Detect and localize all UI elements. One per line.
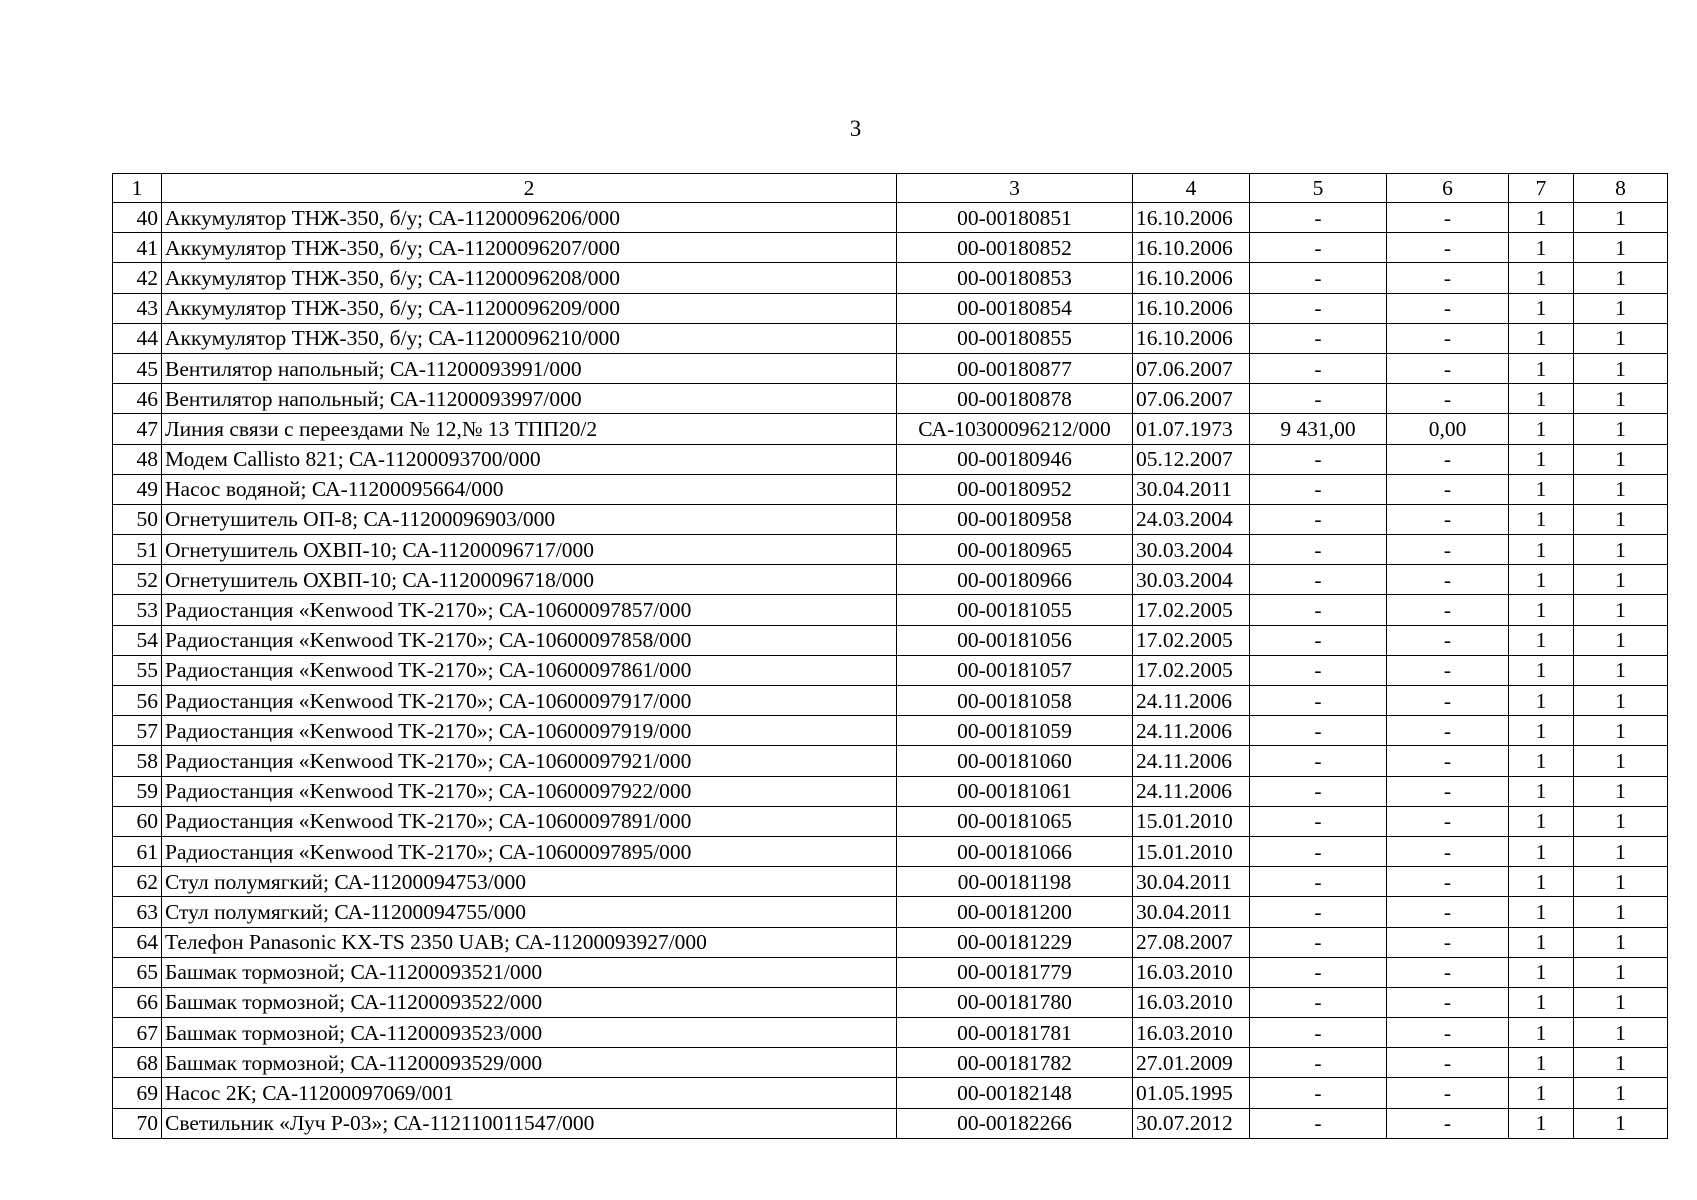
table-row [113, 987, 1668, 1017]
actual-quantity-cell: 1 [1574, 1078, 1668, 1108]
value-cell: - [1250, 957, 1387, 987]
quantity-cell: 1 [1509, 293, 1574, 323]
inventory-number-cell: 00-00181200 [897, 897, 1133, 927]
residual-cell: - [1387, 595, 1509, 625]
inventory-number-cell: 00-00181058 [897, 686, 1133, 716]
item-name-cell: Радиостанция «Kenwood TK-2170»; СА-10600097921/000 [162, 746, 897, 776]
item-name-cell: Стул полумягкий; СА-11200094753/000 [162, 867, 897, 897]
residual-cell: - [1387, 203, 1509, 233]
residual-cell: - [1387, 836, 1509, 866]
quantity-cell: 1 [1509, 233, 1574, 263]
quantity-cell: 1 [1509, 776, 1574, 806]
date-cell: 24.11.2006 [1133, 716, 1250, 746]
item-name-cell: Телефон Panasonic KX-TS 2350 UAB; СА-11200093927/000 [162, 927, 897, 957]
table-row [113, 474, 1668, 504]
value-cell: - [1250, 233, 1387, 263]
actual-quantity-cell: 1 [1574, 625, 1668, 655]
residual-cell: - [1387, 957, 1509, 987]
residual-cell: - [1387, 927, 1509, 957]
actual-quantity-cell: 1 [1574, 776, 1668, 806]
table-row [113, 263, 1668, 293]
row-number-cell: 46 [113, 384, 162, 414]
value-cell: - [1250, 1048, 1387, 1078]
date-cell: 27.08.2007 [1133, 927, 1250, 957]
header-cell: 8 [1574, 174, 1668, 203]
date-cell: 01.05.1995 [1133, 1078, 1250, 1108]
value-cell: - [1250, 867, 1387, 897]
value-cell: - [1250, 565, 1387, 595]
table-row [113, 867, 1668, 897]
header-cell: 7 [1509, 174, 1574, 203]
item-name-cell: Радиостанция «Kenwood TK-2170»; СА-10600097891/000 [162, 806, 897, 836]
item-name-cell: Огнетушитель ОП-8; СА-11200096903/000 [162, 504, 897, 534]
quantity-cell: 1 [1509, 353, 1574, 383]
item-name-cell: Аккумулятор ТНЖ-350, б/у; СА-11200096208/000 [162, 263, 897, 293]
item-name-cell: Радиостанция «Kenwood TK-2170»; СА-10600097858/000 [162, 625, 897, 655]
date-cell: 16.10.2006 [1133, 233, 1250, 263]
quantity-cell: 1 [1509, 927, 1574, 957]
residual-cell: - [1387, 504, 1509, 534]
value-cell: - [1250, 293, 1387, 323]
actual-quantity-cell: 1 [1574, 1018, 1668, 1048]
actual-quantity-cell: 1 [1574, 203, 1668, 233]
residual-cell: - [1387, 1048, 1509, 1078]
value-cell: - [1250, 444, 1387, 474]
header-cell: 4 [1133, 174, 1250, 203]
quantity-cell: 1 [1509, 474, 1574, 504]
value-cell: - [1250, 686, 1387, 716]
value-cell: - [1250, 625, 1387, 655]
date-cell: 30.04.2011 [1133, 897, 1250, 927]
actual-quantity-cell: 1 [1574, 474, 1668, 504]
header-cell: 3 [897, 174, 1133, 203]
value-cell: - [1250, 384, 1387, 414]
table-row [113, 353, 1668, 383]
quantity-cell: 1 [1509, 444, 1574, 474]
value-cell: - [1250, 263, 1387, 293]
date-cell: 16.03.2010 [1133, 957, 1250, 987]
residual-cell: - [1387, 384, 1509, 414]
table-row [113, 776, 1668, 806]
item-name-cell: Башмак тормозной; СА-11200093523/000 [162, 1018, 897, 1048]
table-row [113, 595, 1668, 625]
date-cell: 16.10.2006 [1133, 323, 1250, 353]
value-cell: - [1250, 1078, 1387, 1108]
inventory-number-cell: 00-00180958 [897, 504, 1133, 534]
quantity-cell: 1 [1509, 987, 1574, 1017]
row-number-cell: 60 [113, 806, 162, 836]
residual-cell: - [1387, 444, 1509, 474]
row-number-cell: 53 [113, 595, 162, 625]
inventory-number-cell: 00-00180946 [897, 444, 1133, 474]
quantity-cell: 1 [1509, 746, 1574, 776]
table-row [113, 686, 1668, 716]
actual-quantity-cell: 1 [1574, 957, 1668, 987]
item-name-cell: Радиостанция «Kenwood TK-2170»; СА-10600097919/000 [162, 716, 897, 746]
item-name-cell: Радиостанция «Kenwood TK-2170»; СА-10600097917/000 [162, 686, 897, 716]
actual-quantity-cell: 1 [1574, 595, 1668, 625]
inventory-number-cell: 00-00181781 [897, 1018, 1133, 1048]
residual-cell: - [1387, 535, 1509, 565]
residual-cell: - [1387, 867, 1509, 897]
item-name-cell: Радиостанция «Kenwood TK-2170»; СА-10600097895/000 [162, 836, 897, 866]
date-cell: 17.02.2005 [1133, 655, 1250, 685]
table-row [113, 897, 1668, 927]
inventory-number-cell: 00-00181055 [897, 595, 1133, 625]
quantity-cell: 1 [1509, 263, 1574, 293]
quantity-cell: 1 [1509, 1048, 1574, 1078]
quantity-cell: 1 [1509, 565, 1574, 595]
inventory-number-cell: СА-10300096212/000 [897, 414, 1133, 444]
residual-cell: - [1387, 1108, 1509, 1138]
residual-cell: - [1387, 625, 1509, 655]
table-row [113, 1048, 1668, 1078]
row-number-cell: 67 [113, 1018, 162, 1048]
item-name-cell: Башмак тормозной; СА-11200093521/000 [162, 957, 897, 987]
inventory-number-cell: 00-00181779 [897, 957, 1133, 987]
date-cell: 30.07.2012 [1133, 1108, 1250, 1138]
inventory-number-cell: 00-00180854 [897, 293, 1133, 323]
table-row [113, 233, 1668, 263]
actual-quantity-cell: 1 [1574, 353, 1668, 383]
inventory-number-cell: 00-00180952 [897, 474, 1133, 504]
inventory-number-cell: 00-00180965 [897, 535, 1133, 565]
inventory-number-cell: 00-00180878 [897, 384, 1133, 414]
row-number-cell: 56 [113, 686, 162, 716]
value-cell: - [1250, 203, 1387, 233]
quantity-cell: 1 [1509, 203, 1574, 233]
page-number: 3 [849, 116, 862, 141]
inventory-number-cell: 00-00181057 [897, 655, 1133, 685]
residual-cell: - [1387, 1078, 1509, 1108]
residual-cell: - [1387, 353, 1509, 383]
row-number-cell: 52 [113, 565, 162, 595]
row-number-cell: 69 [113, 1078, 162, 1108]
date-cell: 17.02.2005 [1133, 625, 1250, 655]
inventory-number-cell: 00-00181229 [897, 927, 1133, 957]
actual-quantity-cell: 1 [1574, 1048, 1668, 1078]
quantity-cell: 1 [1509, 897, 1574, 927]
header-cell: 1 [113, 174, 162, 203]
residual-cell: - [1387, 1018, 1509, 1048]
value-cell: - [1250, 323, 1387, 353]
value-cell: - [1250, 535, 1387, 565]
inventory-number-cell: 00-00182148 [897, 1078, 1133, 1108]
value-cell: - [1250, 716, 1387, 746]
quantity-cell: 1 [1509, 655, 1574, 685]
row-number-cell: 61 [113, 836, 162, 866]
item-name-cell: Аккумулятор ТНЖ-350, б/у; СА-11200096207/000 [162, 233, 897, 263]
quantity-cell: 1 [1509, 535, 1574, 565]
header-cell: 2 [162, 174, 897, 203]
date-cell: 17.02.2005 [1133, 595, 1250, 625]
quantity-cell: 1 [1509, 1018, 1574, 1048]
date-cell: 07.06.2007 [1133, 353, 1250, 383]
row-number-cell: 64 [113, 927, 162, 957]
table-row [113, 927, 1668, 957]
value-cell: - [1250, 776, 1387, 806]
date-cell: 27.01.2009 [1133, 1048, 1250, 1078]
item-name-cell: Аккумулятор ТНЖ-350, б/у; СА-11200096210/000 [162, 323, 897, 353]
value-cell: - [1250, 474, 1387, 504]
table-row [113, 203, 1668, 233]
quantity-cell: 1 [1509, 1108, 1574, 1138]
actual-quantity-cell: 1 [1574, 535, 1668, 565]
row-number-cell: 44 [113, 323, 162, 353]
actual-quantity-cell: 1 [1574, 233, 1668, 263]
inventory-number-cell: 00-00181060 [897, 746, 1133, 776]
table-row [113, 625, 1668, 655]
residual-cell: - [1387, 293, 1509, 323]
value-cell: - [1250, 836, 1387, 866]
row-number-cell: 55 [113, 655, 162, 685]
date-cell: 16.10.2006 [1133, 263, 1250, 293]
inventory-number-cell: 00-00180855 [897, 323, 1133, 353]
table-row [113, 806, 1668, 836]
row-number-cell: 51 [113, 535, 162, 565]
actual-quantity-cell: 1 [1574, 897, 1668, 927]
row-number-cell: 40 [113, 203, 162, 233]
value-cell: - [1250, 1018, 1387, 1048]
item-name-cell: Вентилятор напольный; СА-11200093997/000 [162, 384, 897, 414]
value-cell: - [1250, 353, 1387, 383]
residual-cell: - [1387, 565, 1509, 595]
table-row [113, 293, 1668, 323]
actual-quantity-cell: 1 [1574, 504, 1668, 534]
date-cell: 16.10.2006 [1133, 293, 1250, 323]
row-number-cell: 48 [113, 444, 162, 474]
value-cell: - [1250, 1108, 1387, 1138]
quantity-cell: 1 [1509, 625, 1574, 655]
actual-quantity-cell: 1 [1574, 293, 1668, 323]
actual-quantity-cell: 1 [1574, 836, 1668, 866]
quantity-cell: 1 [1509, 414, 1574, 444]
row-number-cell: 68 [113, 1048, 162, 1078]
actual-quantity-cell: 1 [1574, 414, 1668, 444]
row-number-cell: 42 [113, 263, 162, 293]
actual-quantity-cell: 1 [1574, 444, 1668, 474]
actual-quantity-cell: 1 [1574, 716, 1668, 746]
header-row [113, 174, 1668, 203]
date-cell: 30.04.2011 [1133, 474, 1250, 504]
item-name-cell: Башмак тормозной; СА-11200093522/000 [162, 987, 897, 1017]
inventory-number-cell: 00-00181782 [897, 1048, 1133, 1078]
residual-cell: - [1387, 323, 1509, 353]
date-cell: 15.01.2010 [1133, 806, 1250, 836]
residual-cell: - [1387, 233, 1509, 263]
row-number-cell: 58 [113, 746, 162, 776]
date-cell: 15.01.2010 [1133, 836, 1250, 866]
date-cell: 30.03.2004 [1133, 535, 1250, 565]
item-name-cell: Огнетушитель ОХВП-10; СА-11200096717/000 [162, 535, 897, 565]
actual-quantity-cell: 1 [1574, 806, 1668, 836]
inventory-number-cell: 00-00181056 [897, 625, 1133, 655]
date-cell: 24.11.2006 [1133, 776, 1250, 806]
quantity-cell: 1 [1509, 323, 1574, 353]
table-row [113, 323, 1668, 353]
item-name-cell: Башмак тормозной; СА-11200093529/000 [162, 1048, 897, 1078]
date-cell: 24.03.2004 [1133, 504, 1250, 534]
inventory-number-cell: 00-00181780 [897, 987, 1133, 1017]
item-name-cell: Модем Callisto 821; СА-11200093700/000 [162, 444, 897, 474]
item-name-cell: Радиостанция «Kenwood TK-2170»; СА-10600097857/000 [162, 595, 897, 625]
actual-quantity-cell: 1 [1574, 384, 1668, 414]
row-number-cell: 66 [113, 987, 162, 1017]
table-row [113, 655, 1668, 685]
residual-cell: - [1387, 806, 1509, 836]
actual-quantity-cell: 1 [1574, 927, 1668, 957]
inventory-number-cell: 00-00180852 [897, 233, 1133, 263]
inventory-number-cell: 00-00181061 [897, 776, 1133, 806]
table-row [113, 504, 1668, 534]
value-cell: - [1250, 927, 1387, 957]
inventory-number-cell: 00-00181198 [897, 867, 1133, 897]
item-name-cell: Насос водяной; СА-11200095664/000 [162, 474, 897, 504]
date-cell: 07.06.2007 [1133, 384, 1250, 414]
date-cell: 30.04.2011 [1133, 867, 1250, 897]
actual-quantity-cell: 1 [1574, 746, 1668, 776]
header-cell: 6 [1387, 174, 1509, 203]
value-cell: 9 431,00 [1250, 414, 1387, 444]
residual-cell: - [1387, 776, 1509, 806]
table-row [113, 414, 1668, 444]
quantity-cell: 1 [1509, 686, 1574, 716]
row-number-cell: 54 [113, 625, 162, 655]
inventory-number-cell: 00-00181065 [897, 806, 1133, 836]
inventory-number-cell: 00-00180851 [897, 203, 1133, 233]
quantity-cell: 1 [1509, 957, 1574, 987]
table-row [113, 716, 1668, 746]
residual-cell: - [1387, 655, 1509, 685]
value-cell: - [1250, 595, 1387, 625]
table-row [113, 1018, 1668, 1048]
item-name-cell: Линия связи с переездами № 12,№ 13 ТПП20/2 [162, 414, 897, 444]
row-number-cell: 57 [113, 716, 162, 746]
date-cell: 16.03.2010 [1133, 987, 1250, 1017]
table-row [113, 535, 1668, 565]
item-name-cell: Аккумулятор ТНЖ-350, б/у; СА-11200096206/000 [162, 203, 897, 233]
residual-cell: - [1387, 987, 1509, 1017]
row-number-cell: 41 [113, 233, 162, 263]
row-number-cell: 65 [113, 957, 162, 987]
item-name-cell: Вентилятор напольный; СА-11200093991/000 [162, 353, 897, 383]
actual-quantity-cell: 1 [1574, 1108, 1668, 1138]
quantity-cell: 1 [1509, 806, 1574, 836]
quantity-cell: 1 [1509, 867, 1574, 897]
table-row [113, 957, 1668, 987]
date-cell: 16.03.2010 [1133, 1018, 1250, 1048]
quantity-cell: 1 [1509, 384, 1574, 414]
row-number-cell: 59 [113, 776, 162, 806]
inventory-number-cell: 00-00181066 [897, 836, 1133, 866]
actual-quantity-cell: 1 [1574, 565, 1668, 595]
inventory-number-cell: 00-00180877 [897, 353, 1133, 383]
table-row [113, 444, 1668, 474]
residual-cell: - [1387, 897, 1509, 927]
item-name-cell: Огнетушитель ОХВП-10; СА-11200096718/000 [162, 565, 897, 595]
value-cell: - [1250, 504, 1387, 534]
item-name-cell: Стул полумягкий; СА-11200094755/000 [162, 897, 897, 927]
table-row [113, 384, 1668, 414]
header-cell: 5 [1250, 174, 1387, 203]
row-number-cell: 47 [113, 414, 162, 444]
item-name-cell: Радиостанция «Kenwood TK-2170»; СА-10600097861/000 [162, 655, 897, 685]
actual-quantity-cell: 1 [1574, 323, 1668, 353]
table-row [113, 836, 1668, 866]
actual-quantity-cell: 1 [1574, 686, 1668, 716]
quantity-cell: 1 [1509, 716, 1574, 746]
quantity-cell: 1 [1509, 595, 1574, 625]
residual-cell: - [1387, 716, 1509, 746]
residual-cell: - [1387, 686, 1509, 716]
actual-quantity-cell: 1 [1574, 987, 1668, 1017]
table-row [113, 565, 1668, 595]
inventory-table [112, 173, 1668, 1139]
value-cell: - [1250, 806, 1387, 836]
value-cell: - [1250, 987, 1387, 1017]
actual-quantity-cell: 1 [1574, 655, 1668, 685]
value-cell: - [1250, 655, 1387, 685]
item-name-cell: Аккумулятор ТНЖ-350, б/у; СА-11200096209/000 [162, 293, 897, 323]
residual-cell: - [1387, 263, 1509, 293]
date-cell: 24.11.2006 [1133, 746, 1250, 776]
inventory-number-cell: 00-00182266 [897, 1108, 1133, 1138]
value-cell: - [1250, 897, 1387, 927]
residual-cell: 0,00 [1387, 414, 1509, 444]
item-name-cell: Радиостанция «Kenwood TK-2170»; СА-10600097922/000 [162, 776, 897, 806]
date-cell: 16.10.2006 [1133, 203, 1250, 233]
table-row [113, 1108, 1668, 1138]
inventory-number-cell: 00-00180853 [897, 263, 1133, 293]
table-body [113, 203, 1668, 1139]
date-cell: 30.03.2004 [1133, 565, 1250, 595]
row-number-cell: 45 [113, 353, 162, 383]
item-name-cell: Насос 2К; СА-11200097069/001 [162, 1078, 897, 1108]
value-cell: - [1250, 746, 1387, 776]
residual-cell: - [1387, 474, 1509, 504]
row-number-cell: 49 [113, 474, 162, 504]
date-cell: 24.11.2006 [1133, 686, 1250, 716]
row-number-cell: 43 [113, 293, 162, 323]
table-row [113, 1078, 1668, 1108]
quantity-cell: 1 [1509, 504, 1574, 534]
actual-quantity-cell: 1 [1574, 263, 1668, 293]
row-number-cell: 62 [113, 867, 162, 897]
date-cell: 05.12.2007 [1133, 444, 1250, 474]
table-row [113, 746, 1668, 776]
row-number-cell: 50 [113, 504, 162, 534]
quantity-cell: 1 [1509, 836, 1574, 866]
row-number-cell: 70 [113, 1108, 162, 1138]
quantity-cell: 1 [1509, 1078, 1574, 1108]
residual-cell: - [1387, 746, 1509, 776]
inventory-number-cell: 00-00180966 [897, 565, 1133, 595]
date-cell: 01.07.1973 [1133, 414, 1250, 444]
row-number-cell: 63 [113, 897, 162, 927]
actual-quantity-cell: 1 [1574, 867, 1668, 897]
inventory-number-cell: 00-00181059 [897, 716, 1133, 746]
item-name-cell: Светильник «Луч Р-03»; СА-112110011547/000 [162, 1108, 897, 1138]
